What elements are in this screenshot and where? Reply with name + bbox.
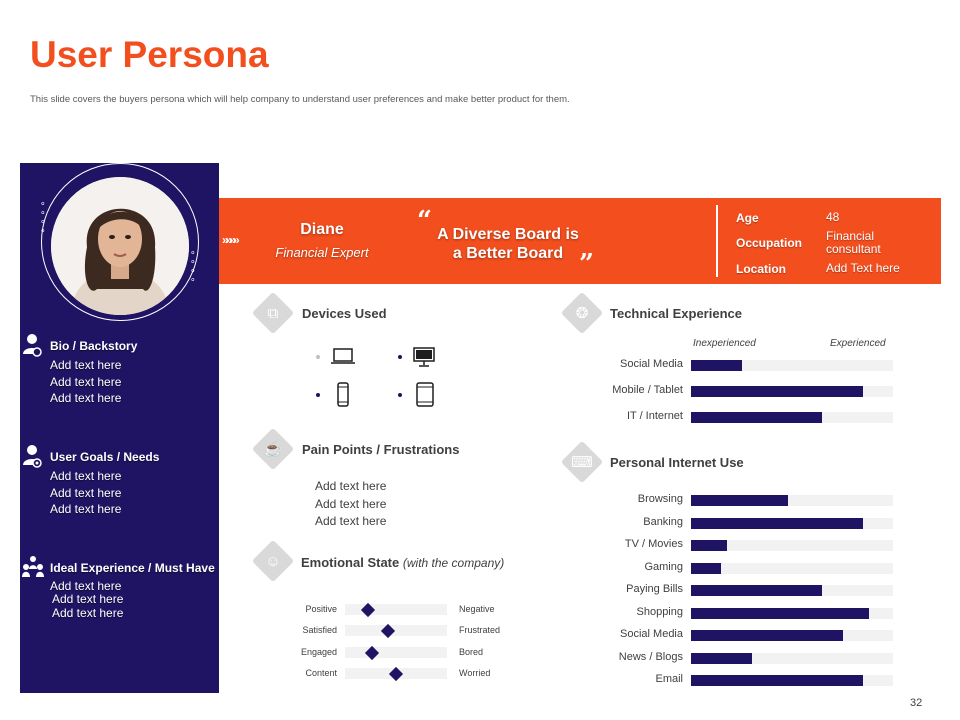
mobile-icon xyxy=(336,382,350,413)
internet-track xyxy=(691,563,893,574)
persona-role: Financial Expert xyxy=(275,245,369,260)
coffee-icon: ☕ xyxy=(263,441,283,458)
goals-item: Add text here xyxy=(50,502,122,516)
technical-bar xyxy=(691,386,863,397)
persona-quote xyxy=(418,225,598,263)
persona-name: Diane xyxy=(300,221,344,238)
page-title: User Persona xyxy=(30,34,269,75)
internet-bar xyxy=(691,675,863,686)
internet-bar xyxy=(691,518,863,529)
technical-bar xyxy=(691,412,822,423)
fact-age-value: 48 xyxy=(826,210,840,224)
ideal-item: Add text here xyxy=(50,579,122,593)
internet-icon: ⌨ xyxy=(571,454,593,471)
internet-label: News / Blogs xyxy=(618,650,683,663)
technical-title: Technical Experience xyxy=(610,306,742,321)
emotional-title-note: (with the company) xyxy=(402,556,505,570)
pain-item: Add text here xyxy=(315,497,387,511)
avatar xyxy=(51,177,189,315)
internet-label: Shopping xyxy=(636,605,683,618)
internet-bar xyxy=(691,585,822,596)
devices-title: Devices Used xyxy=(302,306,387,321)
devices-icon: ⧉ xyxy=(267,304,279,322)
technical-bar xyxy=(691,360,742,371)
technical-label: Social Media xyxy=(620,358,683,370)
emotion-track xyxy=(345,647,447,658)
page-number: 32 xyxy=(910,697,923,709)
emotion-right-label: Negative xyxy=(459,604,495,614)
fact-location-label: Location xyxy=(736,262,786,276)
brain-icon: ❂ xyxy=(575,305,589,322)
banner-divider xyxy=(716,205,718,277)
emotion-right-label: Frustrated xyxy=(459,625,501,636)
internet-label: Social Media xyxy=(620,628,683,640)
internet-bar xyxy=(691,563,721,574)
bio-heading: Bio / Backstory xyxy=(50,339,138,353)
internet-bar xyxy=(691,540,727,551)
internet-label: Gaming xyxy=(644,560,683,573)
emotion-left-label: Content xyxy=(305,667,337,678)
avatar-portrait-icon xyxy=(51,177,189,315)
open-quote-icon: “ xyxy=(417,206,432,236)
device-bullet xyxy=(398,355,402,359)
ideal-group-icon xyxy=(22,555,44,577)
monitor-icon xyxy=(412,346,436,373)
laptop-icon xyxy=(330,347,356,372)
emotion-left-label: Positive xyxy=(305,604,337,614)
emotion-left-label: Engaged xyxy=(300,646,337,657)
emotion-right-label: Worried xyxy=(459,667,491,678)
fact-occupation-label: Occupation xyxy=(736,236,803,250)
ideal-item: Add text here xyxy=(52,606,124,620)
quote-line: a Better Board xyxy=(452,245,564,262)
fact-age-label: Age xyxy=(736,211,759,225)
internet-bar xyxy=(691,608,869,619)
fact-occupation-value xyxy=(826,230,881,256)
bio-item: Add text here xyxy=(50,391,122,405)
internet-label: Banking xyxy=(643,515,683,528)
goals-heading: User Goals / Needs xyxy=(50,450,160,464)
internet-bar xyxy=(691,630,843,641)
decor-dots-left: ∘ ∘ ∘ ∘ xyxy=(40,198,46,235)
device-bullet xyxy=(316,393,320,397)
bio-user-icon xyxy=(22,332,44,354)
internet-label: Browsing xyxy=(637,493,683,505)
technical-label: IT / Internet xyxy=(626,410,683,422)
smiley-icon: ☺ xyxy=(265,552,281,570)
emotion-left-label: Satisfied xyxy=(302,625,337,636)
device-bullet xyxy=(398,393,402,397)
chevrons-icon: »»»» xyxy=(222,233,237,247)
emotional-title-text: Emotional State xyxy=(301,555,400,570)
goals-user-icon xyxy=(22,443,44,465)
goals-item: Add text here xyxy=(50,486,122,500)
internet-label: Email xyxy=(655,673,683,685)
decor-dots-right: ∘ ∘ ∘ ∘ xyxy=(190,247,196,284)
pain-item: Add text here xyxy=(315,479,387,493)
close-quote-icon: ” xyxy=(579,249,594,279)
bio-item: Add text here xyxy=(50,358,122,372)
technical-high-label: Experienced xyxy=(830,338,886,349)
internet-label: Paying Bills xyxy=(626,583,683,595)
bio-item: Add text here xyxy=(50,375,122,389)
emotion-track xyxy=(345,625,447,636)
device-bullet xyxy=(316,355,320,359)
internet-label: TV / Movies xyxy=(624,538,683,550)
fact-occupation-line: consultant xyxy=(826,242,881,256)
ideal-item: Add text here xyxy=(52,592,124,606)
technical-label: Mobile / Tablet xyxy=(612,384,683,396)
internet-title: Personal Internet Use xyxy=(610,455,744,470)
emotional-title xyxy=(301,555,504,570)
technical-low-label: Inexperienced xyxy=(693,338,756,349)
internet-bar xyxy=(691,495,788,506)
pain-title: Pain Points / Frustrations xyxy=(302,442,460,457)
quote-line: A Diverse Board is xyxy=(437,226,579,243)
internet-bar xyxy=(691,653,752,664)
goals-item: Add text here xyxy=(50,469,122,483)
pain-item: Add text here xyxy=(315,514,387,528)
fact-location-value: Add Text here xyxy=(826,261,900,275)
ideal-heading: Ideal Experience / Must Have xyxy=(50,561,215,575)
fact-occupation-line: Financial xyxy=(826,229,875,243)
page-subtitle: This slide covers the buyers persona which will help company to understand user preferences and make better product for them. xyxy=(30,94,570,105)
tablet-icon xyxy=(415,382,435,413)
emotion-right-label: Bored xyxy=(459,646,484,657)
